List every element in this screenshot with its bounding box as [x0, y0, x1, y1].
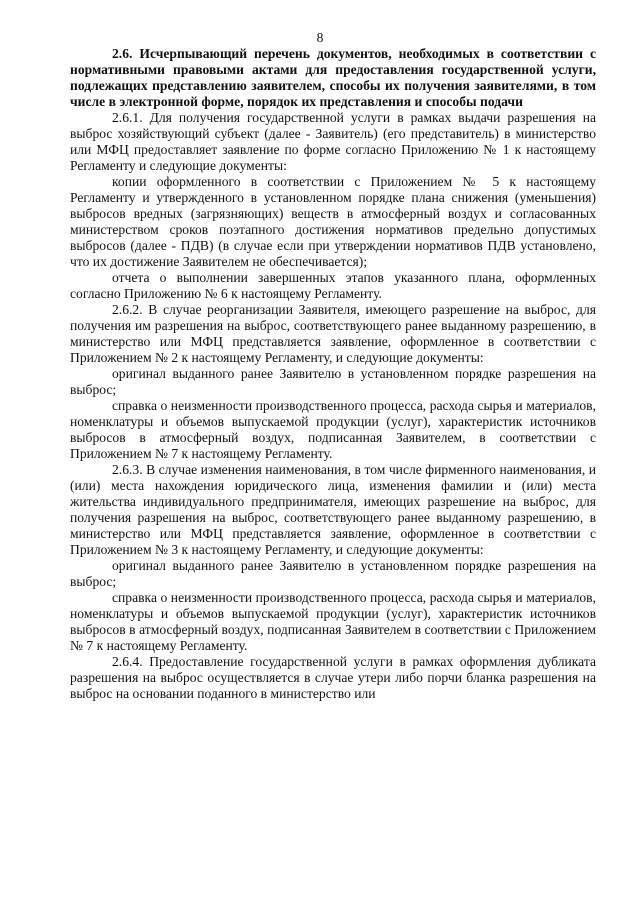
paragraph: справка о неизменности производственного процесса, расхода сырья и материалов, номенклатуры и объемов выпускаемой продукции (услуг), характеристик источников выбросов в атмосферный воздух, подписанная Заявителем, в соответствии с Приложением № 7 к настоящему Регламенту.: [70, 398, 596, 461]
section-heading: 2.6. Исчерпывающий перечень документов, необходимых в соответствии с нормативными правовыми актами для предоставления государственной услуги, подлежащих представлению заявителем, способы их получения заявителями, в том числе в электронной форме, порядок их представления и способы подачи: [70, 46, 596, 109]
paragraph: 2.6.2. В случае реорганизации Заявителя, имеющего разрешение на выброс, для получения им разрешения на выброс, соответствующего ранее выданному разрешению, в министерство или МФЦ представляется заявление, оформленное в соответствии с Приложением № 2 к настоящему Регламенту, и следующие документы:: [70, 302, 596, 365]
paragraph: 2.6.3. В случае изменения наименования, в том числе фирменного наименования, и (или) места нахождения юридического лица, изменения фамилии и (или) места жительства индивидуального предпринимателя, имеющих разрешение на выброс, для получения разрешения на выброс, соответствующего ранее выданному разрешению, в министерство или МФЦ представляется заявление, оформленное в соответствии с Приложением № 3 к настоящему Регламенту, и следующие документы:: [70, 462, 596, 557]
paragraph: 2.6.1. Для получения государственной услуги в рамках выдачи разрешения на выброс хозяйствующий субъект (далее - Заявитель) (его представитель) в министерство или МФЦ предоставляет заявление по форме согласно Приложению № 1 к настоящему Регламенту и следующие документы:: [70, 110, 596, 173]
paragraph: 2.6.4. Предоставление государственной услуги в рамках оформления дубликата разрешения на выброс осуществляется в случае утери либо порчи бланка разрешения на выброс на основании поданного в министерство или: [70, 654, 596, 701]
page-number: 8: [316, 30, 324, 45]
document-body: [70, 46, 596, 702]
paragraph: оригинал выданного ранее Заявителю в установленном порядке разрешения на выброс;: [70, 366, 596, 397]
paragraph: справка о неизменности производственного процесса, расхода сырья и материалов, номенклатуры и объемов выпускаемой продукции (услуг), характеристик источников выбросов в атмосферный воздух, подписанная Заявителем в соответствии с Приложением № 7 к настоящему Регламенту.: [70, 590, 596, 653]
paragraph: оригинал выданного ранее Заявителю в установленном порядке разрешения на выброс;: [70, 558, 596, 589]
paragraph: копии оформленного в соответствии с Приложением № 5 к настоящему Регламенту и утвержденного в установленном порядке плана снижения (уменьшения) выбросов вредных (загрязняющих) веществ в атмосферный воздух и согласованных министерством сроков поэтапного достижения нормативов предельно допустимых выбросов (далее - ПДВ) (в случае если при утверждении нормативов ПДВ установлено, что их достижение Заявителем не обеспечивается);: [70, 174, 596, 269]
paragraph: отчета о выполнении завершенных этапов указанного плана, оформленных согласно Приложению № 6 к настоящему Регламенту.: [70, 270, 596, 301]
